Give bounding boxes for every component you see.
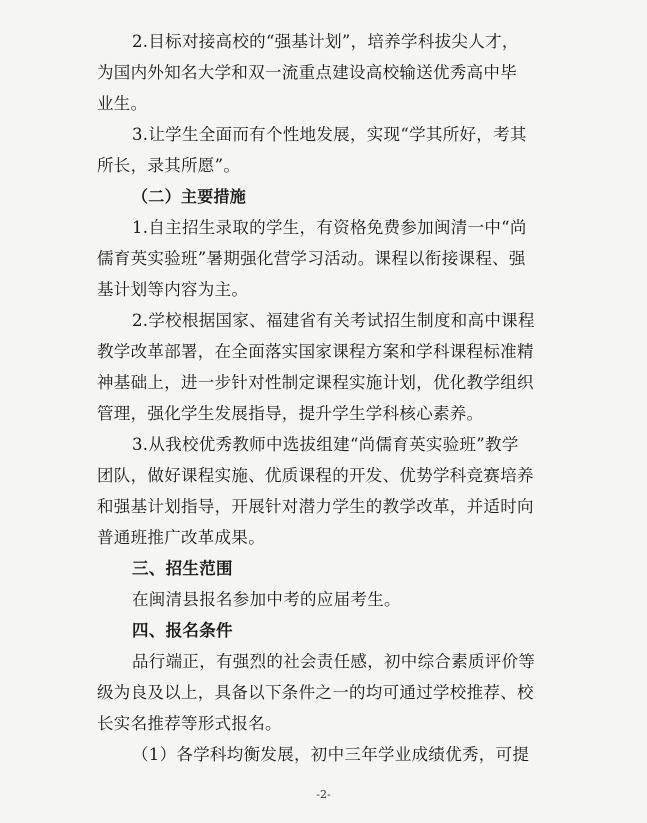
- text-line: 2.学校根据国家、福建省有关考试招生制度和高中课程: [132, 311, 535, 330]
- document-body: [97, 26, 567, 770]
- text-line: 1.自主招生录取的学生，有资格免费参加闽清一中“尚: [132, 218, 527, 237]
- text-line: 业生。: [97, 94, 148, 113]
- text-line: 长实名推荐等形式报名。: [97, 714, 282, 733]
- text-line: 团队，做好课程实施、优质课程的开发、优势学科竞赛培养: [97, 466, 534, 485]
- subsection-heading: （二）主要措施: [132, 187, 247, 206]
- text-line: 和强基计划指导，开展针对潜力学生的教学改革，并适时向: [97, 497, 534, 516]
- text-line: 2.目标对接高校的“强基计划”，培养学科拔尖人才，: [132, 32, 519, 51]
- text-line: 所长，录其所愿”。: [97, 156, 241, 175]
- text-line: 普通班推广改革成果。: [97, 528, 265, 547]
- text-line: 在闽清县报名参加中考的应届考生。: [132, 590, 401, 609]
- text-line: 为国内外知名大学和双一流重点建设高校输送优秀高中毕: [97, 63, 517, 82]
- section-heading: 四、报名条件: [132, 621, 233, 640]
- page-number: -2-: [316, 788, 331, 801]
- text-line: 品行端正，有强烈的社会责任感，初中综合素质评价等: [132, 652, 536, 671]
- text-line: 管理，强化学生发展指导，提升学生学科核心素养。: [97, 404, 484, 423]
- text-line: （1）各学科均衡发展，初中三年学业成绩优秀，可提: [132, 745, 530, 764]
- text-line: 教学改革部署，在全面落实国家课程方案和学科课程标准精: [97, 342, 534, 361]
- section-heading: 三、招生范围: [132, 559, 233, 578]
- text-line: 3.从我校优秀教师中选拔组建“尚儒育英实验班”教学: [132, 435, 519, 454]
- text-line: 级为良及以上，具备以下条件之一的均可通过学校推荐、校: [97, 683, 534, 702]
- text-line: 神基础上，进一步针对性制定课程实施计划，优化教学组织: [97, 373, 534, 392]
- text-line: 基计划等内容为主。: [97, 280, 249, 299]
- text-line: 3.让学生全面而有个性地发展，实现“学其所好，考其: [132, 125, 527, 144]
- text-line: 儒育英实验班”暑期强化营学习活动。课程以衔接课程、强: [97, 249, 526, 268]
